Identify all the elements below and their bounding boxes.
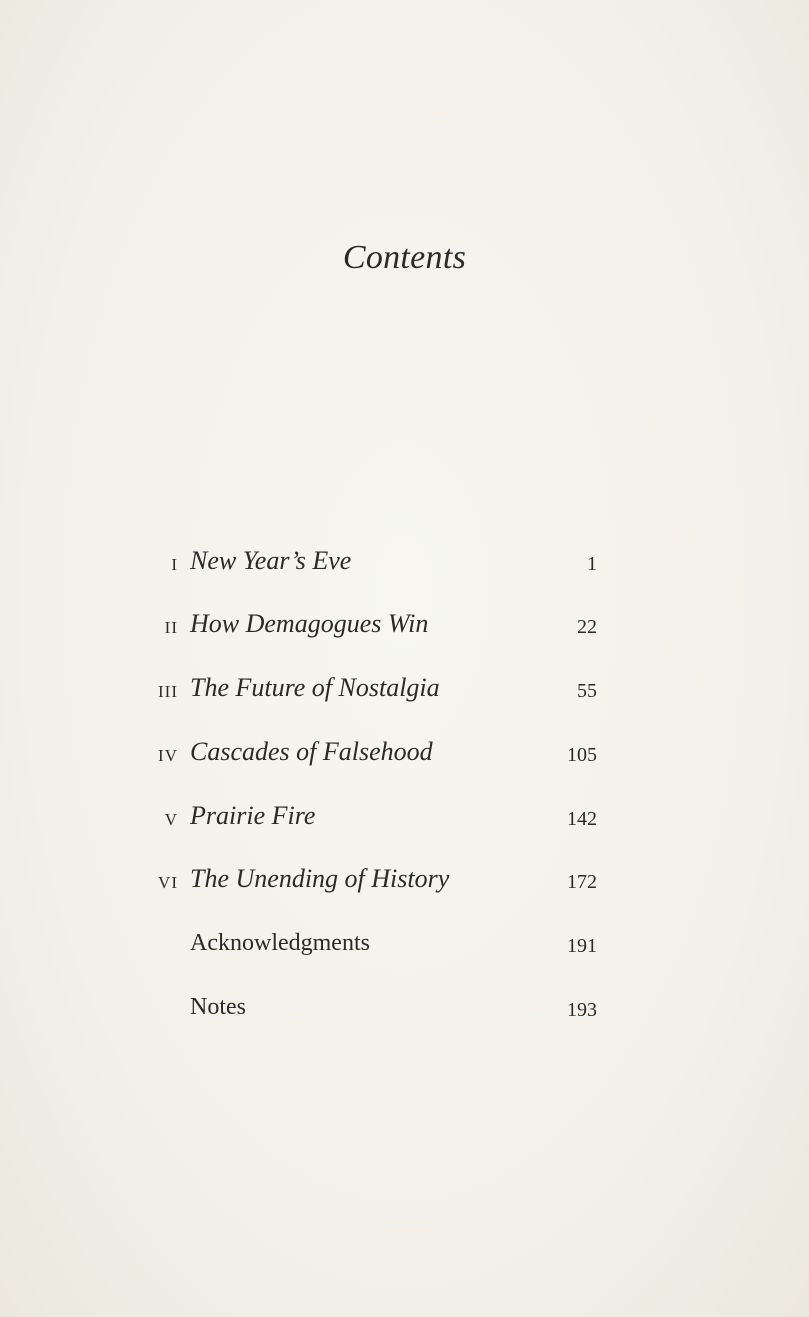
section-title: Acknowledgments (190, 930, 370, 956)
toc-entry (0, 607, 809, 651)
chapter-numeral: I (171, 555, 178, 574)
page-title: Contents (342, 239, 467, 276)
chapter-title: Prairie Fire (190, 801, 316, 830)
page-number: 105 (567, 744, 597, 766)
toc-entry (0, 671, 809, 715)
toc-entry (0, 735, 809, 779)
page-number: 193 (567, 999, 597, 1021)
page-number: 142 (567, 808, 597, 830)
page-number: 22 (577, 616, 597, 638)
toc-entry (0, 990, 809, 1034)
toc-entry (0, 544, 809, 588)
chapter-title: Cascades of Falsehood (190, 737, 433, 766)
page-number: 172 (567, 871, 597, 893)
toc-entry (0, 799, 809, 843)
chapter-numeral: VI (158, 873, 178, 892)
section-title: Notes (190, 994, 246, 1020)
chapter-title: The Future of Nostalgia (190, 673, 440, 702)
page-number: 1 (587, 553, 597, 575)
chapter-numeral: II (164, 618, 178, 637)
chapter-title: New Year’s Eve (190, 546, 352, 575)
page-number: 55 (577, 680, 597, 702)
chapter-numeral: V (164, 810, 178, 829)
chapter-numeral: IV (158, 746, 178, 765)
toc-entry (0, 926, 809, 970)
toc-entry (0, 862, 809, 906)
page-number: 191 (567, 935, 597, 957)
chapter-numeral: III (158, 682, 178, 701)
chapter-title: How Demagogues Win (190, 609, 429, 638)
chapter-title: The Unending of History (190, 864, 450, 893)
